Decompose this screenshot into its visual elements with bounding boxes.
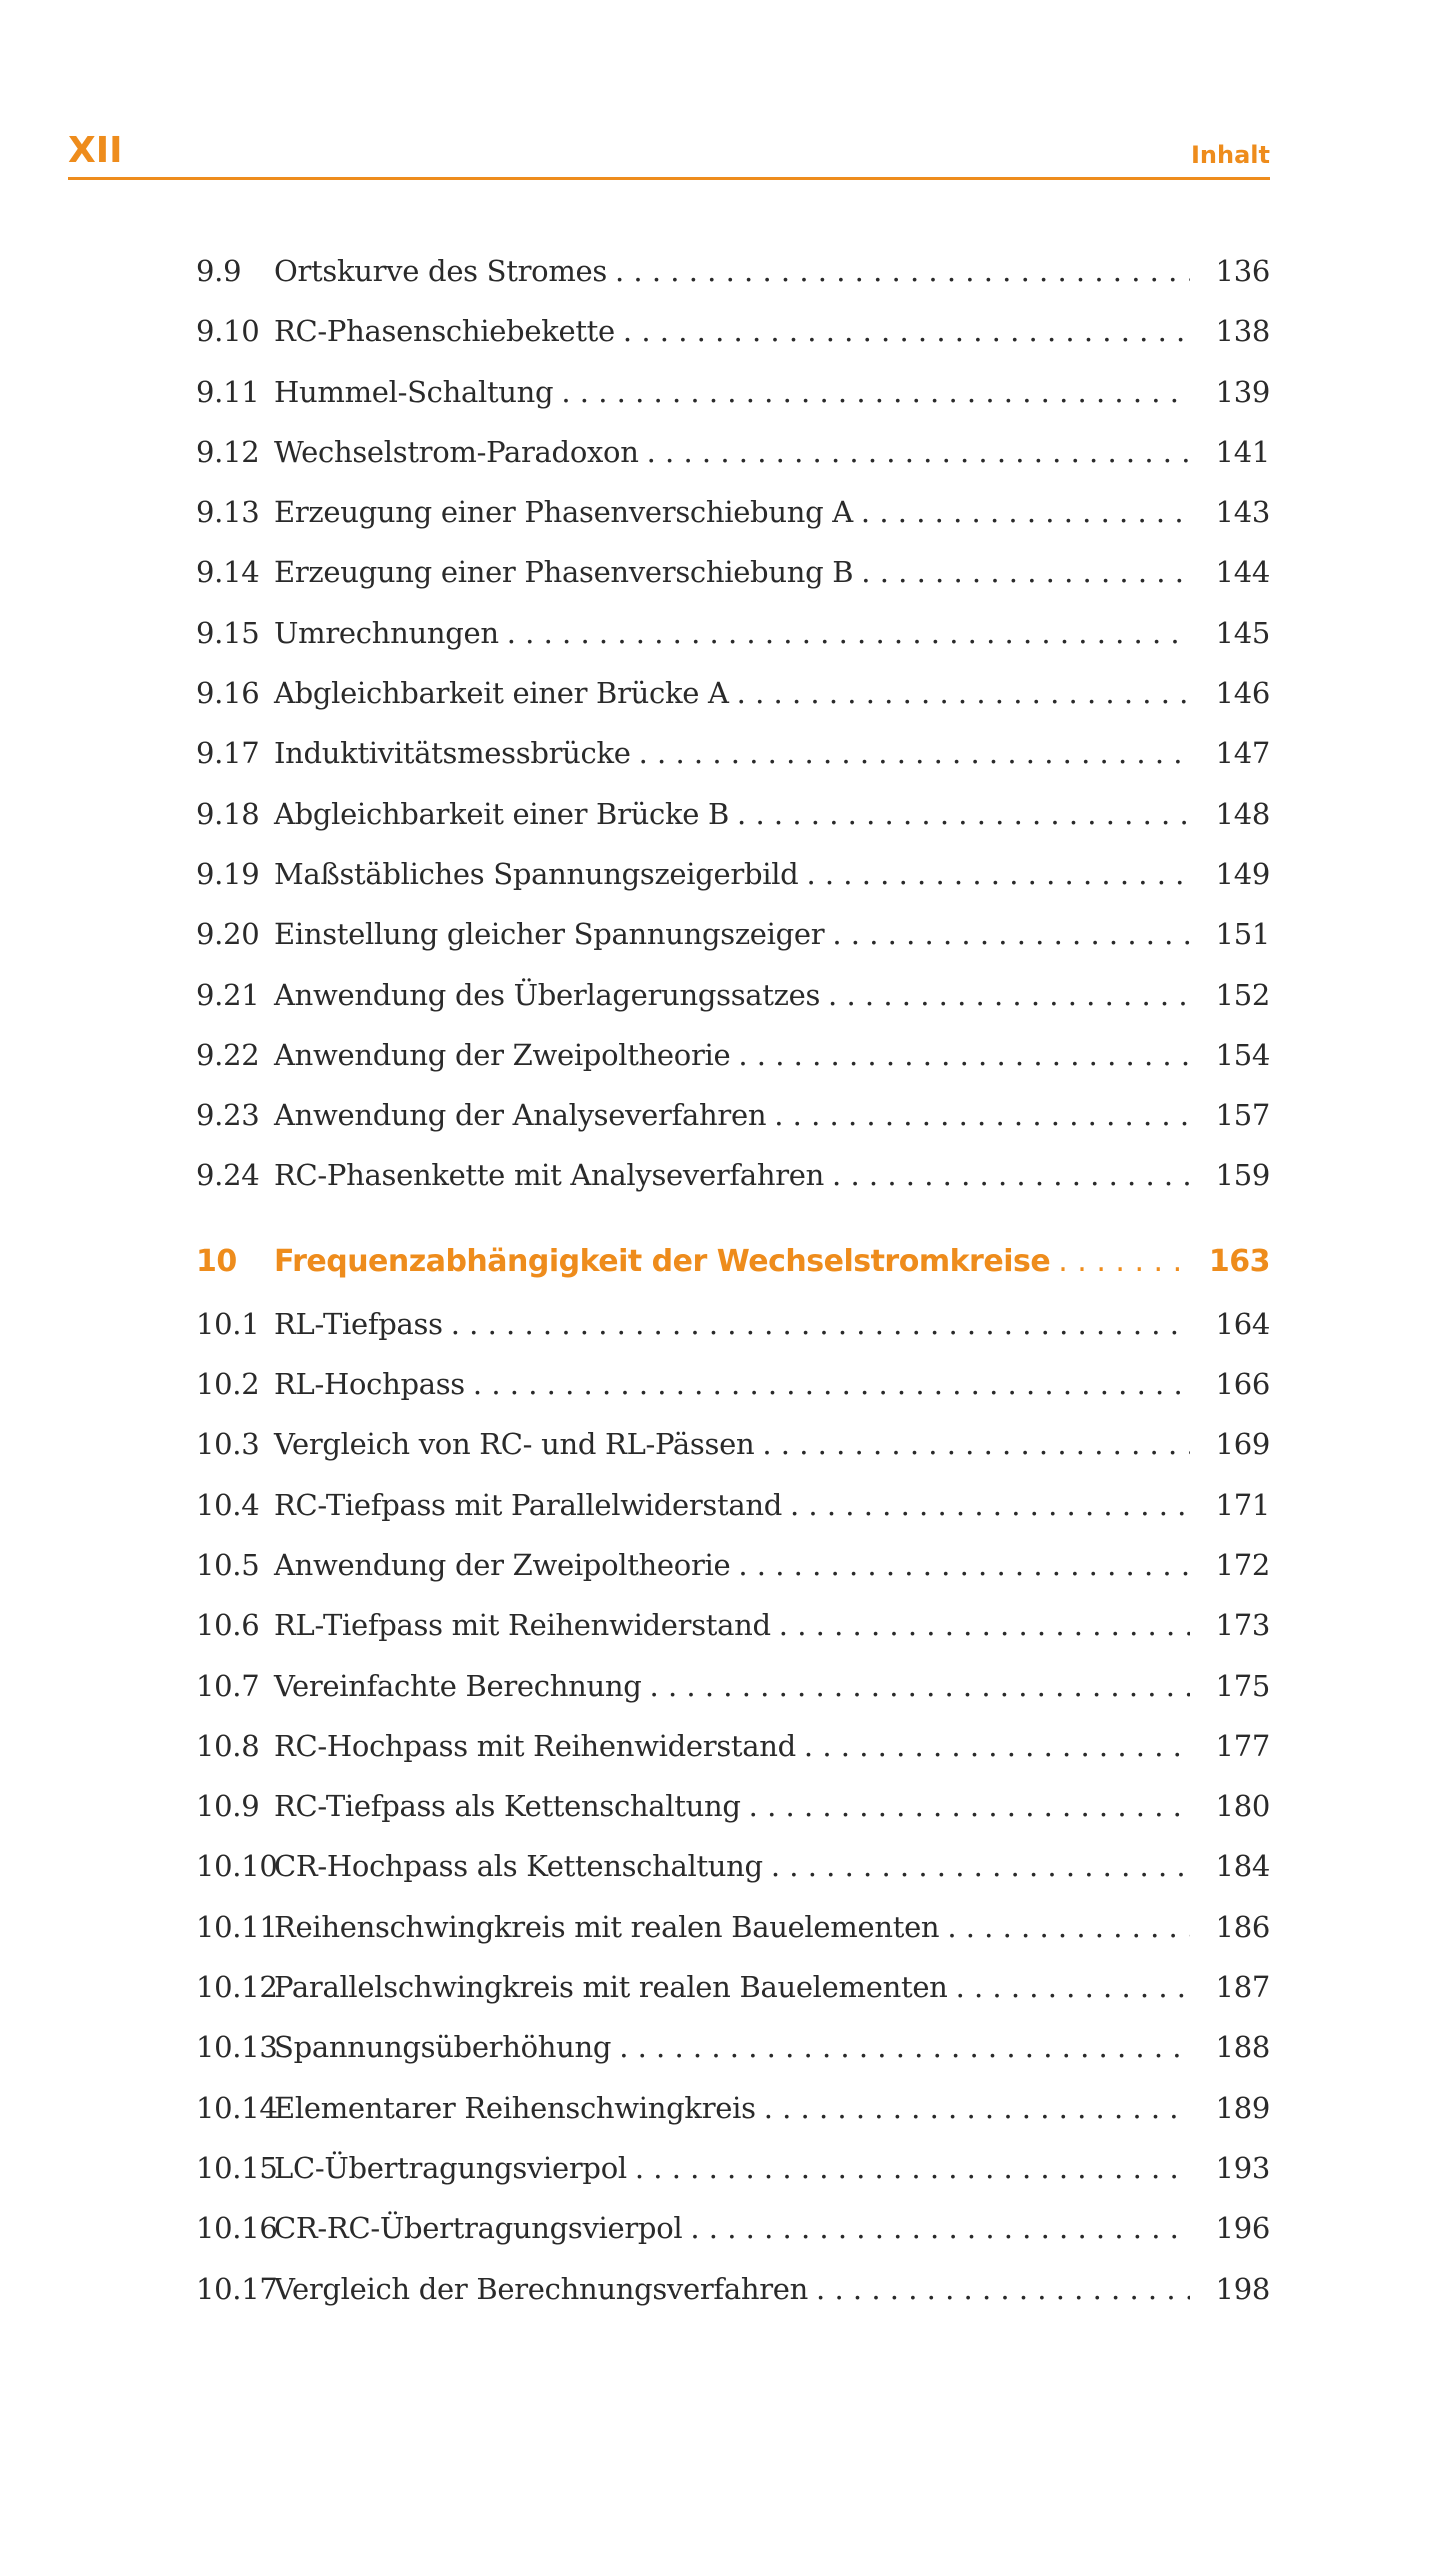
dot-leader — [832, 904, 1190, 964]
toc-entry-title: RC-Tiefpass als Kettenschaltung — [274, 1789, 741, 1824]
toc-entry[interactable] — [196, 2078, 1270, 2138]
toc-entry-page: 180 — [1215, 1789, 1270, 1824]
toc-entry-title: Spannungsüberhöhung — [274, 2030, 612, 2065]
toc-entry-page: 154 — [1215, 1037, 1270, 1072]
toc-entry-page: 139 — [1215, 374, 1270, 409]
toc-entry-number: 10.4 — [196, 1487, 260, 1522]
toc-entry-page: 147 — [1215, 736, 1270, 771]
toc-section-chapter-9 — [196, 241, 1270, 1206]
toc-entry-page: 175 — [1215, 1668, 1270, 1703]
toc-entry-page: 141 — [1215, 434, 1270, 469]
toc-entry-page: 136 — [1215, 254, 1270, 288]
toc-entry-page: 172 — [1215, 1547, 1270, 1582]
toc-entry-number: 10.3 — [196, 1427, 260, 1462]
toc-entry[interactable] — [196, 1836, 1270, 1896]
toc-entry-number: 10.8 — [196, 1728, 260, 1763]
toc-entry-number: 9.19 — [196, 856, 260, 891]
toc-entry-number: 9.16 — [196, 676, 260, 711]
toc-entry-number: 10.11 — [196, 1909, 278, 1944]
toc-entry-title: Anwendung der Analyseverfahren — [274, 1098, 767, 1133]
toc-entry-number: 10.13 — [196, 2030, 278, 2065]
toc-entry-page: 177 — [1215, 1728, 1270, 1763]
toc-entry-title: RC-Tiefpass mit Parallelwiderstand — [274, 1487, 782, 1522]
toc-entry[interactable] — [196, 482, 1270, 542]
dot-leader — [947, 1897, 1190, 1957]
dot-leader — [764, 2078, 1190, 2138]
toc-entry-title: RL-Tiefpass mit Reihenwiderstand — [274, 1608, 771, 1643]
toc-entry-title: Reihenschwingkreis mit realen Bauelementen — [274, 1909, 940, 1944]
toc-entry[interactable] — [196, 1294, 1270, 1354]
toc-entry-page: 184 — [1215, 1849, 1270, 1884]
toc-entry-title: Elementarer Reihenschwingkreis — [274, 2090, 756, 2125]
toc-entry-title: Erzeugung einer Phasenverschiebung A — [274, 495, 853, 530]
dot-leader — [861, 542, 1190, 602]
toc-entry-number: 10.6 — [196, 1608, 260, 1643]
toc-entry[interactable] — [196, 1716, 1270, 1776]
toc-entry-title: RC-Phasenkette mit Analyseverfahren — [274, 1158, 825, 1193]
toc-entry[interactable] — [196, 904, 1270, 964]
toc-entry-title: Anwendung der Zweipoltheorie — [274, 1037, 731, 1072]
dot-leader — [806, 844, 1190, 904]
toc-entry-page: 145 — [1215, 615, 1270, 650]
toc-entry[interactable] — [196, 1595, 1270, 1655]
toc-entry-title: Ortskurve des Stromes — [274, 254, 607, 288]
toc-entry-number: 10.10 — [196, 1849, 278, 1884]
toc-entry-title: Induktivitätsmessbrücke — [274, 736, 631, 771]
dot-leader — [647, 422, 1190, 482]
toc-entry-number: 9.11 — [196, 374, 260, 409]
dot-leader — [1058, 1230, 1190, 1294]
toc-entry[interactable] — [196, 1414, 1270, 1474]
page-number: XII — [68, 130, 123, 171]
dot-leader — [816, 2259, 1190, 2319]
toc-entry-page: 186 — [1215, 1909, 1270, 1944]
toc-entry-title: LC-Übertragungsvierpol — [274, 2150, 627, 2185]
toc-entry-number: 10.7 — [196, 1668, 260, 1703]
toc-entry-title: Umrechnungen — [274, 615, 499, 650]
chapter-number: 10 — [196, 1243, 237, 1279]
toc-entry-page: 189 — [1215, 2090, 1270, 2125]
toc-entry-title: Vergleich der Berechnungsverfahren — [274, 2271, 809, 2306]
toc-entry-number: 9.18 — [196, 796, 260, 831]
toc-entry-number: 9.23 — [196, 1098, 260, 1133]
dot-leader — [804, 1716, 1190, 1776]
toc-entry-number: 10.16 — [196, 2211, 278, 2246]
toc-entry[interactable] — [196, 1085, 1270, 1145]
toc-entry-title: Abgleichbarkeit einer Brücke B — [274, 796, 730, 831]
toc-entry-page: 149 — [1215, 856, 1270, 891]
toc-entry-page: 144 — [1215, 555, 1270, 590]
toc-entry-title: Abgleichbarkeit einer Brücke A — [274, 676, 729, 711]
toc-entry-page: 193 — [1215, 2150, 1270, 2185]
running-head: Inhalt — [1191, 141, 1270, 169]
toc-entry-page: 152 — [1215, 977, 1270, 1012]
dot-leader — [762, 1414, 1190, 1474]
dot-leader — [832, 1145, 1190, 1205]
chapter-title: Frequenzabhängigkeit der Wechselstromkreise — [274, 1243, 1051, 1279]
toc-entry-title: Vereinfachte Berechnung — [274, 1668, 642, 1703]
toc-entry-page: 151 — [1215, 917, 1270, 952]
toc-entry-page: 173 — [1215, 1608, 1270, 1643]
dot-leader — [473, 1354, 1190, 1414]
toc-entry-page: 188 — [1215, 2030, 1270, 2065]
toc-entry-title: RL-Tiefpass — [274, 1306, 443, 1341]
page-header — [68, 128, 1270, 180]
toc-section-chapter-10 — [196, 1294, 1270, 2319]
toc-entry-number: 10.14 — [196, 2090, 278, 2125]
toc-entry[interactable] — [196, 1475, 1270, 1535]
toc-entry[interactable] — [196, 1354, 1270, 1414]
toc-entry[interactable] — [196, 663, 1270, 723]
toc-entry-page: 157 — [1215, 1098, 1270, 1133]
toc-entry-number: 9.17 — [196, 736, 260, 771]
toc-entry[interactable] — [196, 965, 1270, 1025]
toc-entry-number: 9.12 — [196, 434, 260, 469]
toc-entry-title: RC-Phasenschiebekette — [274, 314, 615, 349]
toc-entry-number: 9.15 — [196, 615, 260, 650]
toc-entry-page: 169 — [1215, 1427, 1270, 1462]
dot-leader — [507, 603, 1190, 663]
toc-entry[interactable] — [196, 844, 1270, 904]
dot-leader — [451, 1294, 1190, 1354]
dot-leader — [738, 1535, 1190, 1595]
dot-leader — [639, 723, 1190, 783]
toc-entry-page: 146 — [1215, 676, 1270, 711]
toc-entry-number: 9.14 — [196, 555, 260, 590]
toc-entry-page: 159 — [1215, 1158, 1270, 1193]
toc-entry-title: Parallelschwingkreis mit realen Bauelementen — [274, 1970, 948, 2005]
toc-entry-title: CR-RC-Übertragungsvierpol — [274, 2211, 683, 2246]
toc-entry[interactable] — [196, 1957, 1270, 2017]
toc-entry-number: 10.15 — [196, 2150, 278, 2185]
dot-leader — [779, 1595, 1190, 1655]
toc-entry-number: 10.17 — [196, 2271, 278, 2306]
toc-entry-page: 187 — [1215, 1970, 1270, 2005]
toc-entry-number: 10.5 — [196, 1547, 260, 1582]
toc-entry-page: 138 — [1215, 314, 1270, 349]
toc-entry-page: 143 — [1215, 495, 1270, 530]
dot-leader — [749, 1776, 1190, 1836]
chapter-heading[interactable] — [196, 1230, 1270, 1294]
dot-leader — [790, 1475, 1190, 1535]
toc-entry-title: Maßstäbliches Spannungszeigerbild — [274, 856, 799, 891]
toc-entry-title: Vergleich von RC- und RL-Pässen — [274, 1427, 755, 1462]
toc-entry-number: 10.1 — [196, 1306, 260, 1341]
toc-entry[interactable] — [196, 1776, 1270, 1836]
toc-entry-title: RL-Hochpass — [274, 1367, 465, 1402]
toc-entry[interactable] — [196, 2138, 1270, 2198]
table-of-contents — [196, 241, 1270, 2319]
toc-entry-number: 10.2 — [196, 1367, 260, 1402]
toc-entry[interactable] — [196, 2259, 1270, 2319]
dot-leader — [774, 1085, 1190, 1145]
chapter-page-number: 163 — [1208, 1243, 1270, 1279]
dot-leader — [623, 301, 1190, 361]
toc-entry-title: Erzeugung einer Phasenverschiebung B — [274, 555, 854, 590]
toc-entry[interactable] — [196, 2198, 1270, 2258]
dot-leader — [771, 1836, 1190, 1896]
toc-entry-number: 9.24 — [196, 1158, 260, 1193]
dot-leader — [828, 965, 1190, 1025]
toc-entry-title: Wechselstrom-Paradoxon — [274, 434, 639, 469]
dot-leader — [690, 2198, 1190, 2258]
toc-entry-number: 10.9 — [196, 1789, 260, 1824]
toc-entry-title: Hummel-Schaltung — [274, 374, 554, 409]
dot-leader — [635, 2138, 1190, 2198]
toc-entry-number: 9.9 — [196, 254, 242, 288]
toc-entry-page: 166 — [1215, 1367, 1270, 1402]
dot-leader — [738, 1025, 1190, 1085]
toc-entry-title: RC-Hochpass mit Reihenwiderstand — [274, 1728, 796, 1763]
toc-entry[interactable] — [196, 422, 1270, 482]
toc-entry[interactable] — [196, 1897, 1270, 1957]
toc-entry-page: 196 — [1215, 2211, 1270, 2246]
dot-leader — [615, 241, 1190, 301]
toc-entry[interactable] — [196, 362, 1270, 422]
toc-entry-title: Anwendung des Überlagerungssatzes — [274, 977, 821, 1012]
toc-entry-page: 198 — [1215, 2271, 1270, 2306]
toc-entry-number: 9.10 — [196, 314, 260, 349]
dot-leader — [650, 1656, 1190, 1716]
toc-entry-number: 9.20 — [196, 917, 260, 952]
toc-entry-number: 9.13 — [196, 495, 260, 530]
dot-leader — [956, 1957, 1190, 2017]
dot-leader — [737, 663, 1190, 723]
dot-leader — [561, 362, 1190, 422]
dot-leader — [737, 784, 1190, 844]
toc-entry[interactable] — [196, 1535, 1270, 1595]
toc-entry[interactable] — [196, 241, 1270, 301]
toc-entry[interactable] — [196, 2017, 1270, 2077]
dot-leader — [619, 2017, 1190, 2077]
toc-entry[interactable] — [196, 1145, 1270, 1205]
toc-entry-page: 171 — [1215, 1487, 1270, 1522]
toc-entry[interactable] — [196, 1025, 1270, 1085]
toc-entry[interactable] — [196, 603, 1270, 663]
toc-entry[interactable] — [196, 1656, 1270, 1716]
toc-entry[interactable] — [196, 301, 1270, 361]
dot-leader — [861, 482, 1190, 542]
toc-entry-title: Einstellung gleicher Spannungszeiger — [274, 917, 825, 952]
toc-entry[interactable] — [196, 542, 1270, 602]
toc-entry-page: 148 — [1215, 796, 1270, 831]
toc-entry-title: CR-Hochpass als Kettenschaltung — [274, 1849, 763, 1884]
toc-entry-number: 10.12 — [196, 1970, 278, 2005]
toc-entry[interactable] — [196, 784, 1270, 844]
toc-entry[interactable] — [196, 723, 1270, 783]
toc-entry-number: 9.21 — [196, 977, 260, 1012]
toc-entry-page: 164 — [1215, 1306, 1270, 1341]
toc-entry-title: Anwendung der Zweipoltheorie — [274, 1547, 731, 1582]
toc-entry-number: 9.22 — [196, 1037, 260, 1072]
